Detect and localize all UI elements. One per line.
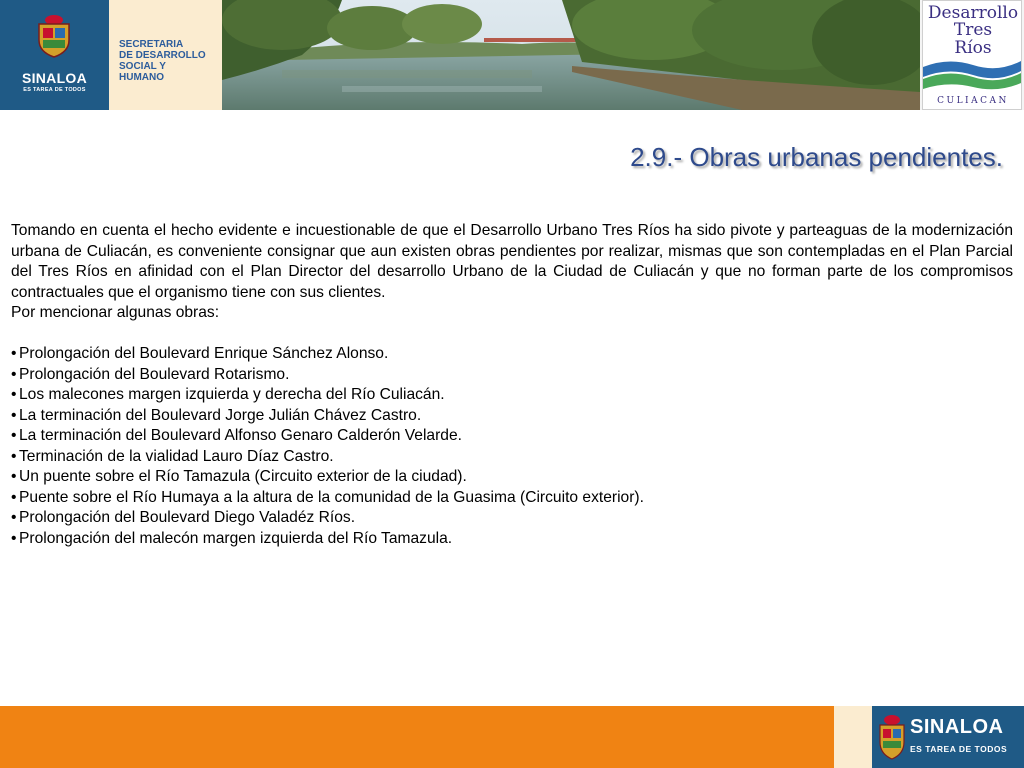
sinaloa-coat-of-arms-icon [36, 14, 72, 58]
bullet-icon: • [11, 406, 17, 424]
tres-rios-city: CULIACAN [937, 96, 1009, 106]
list-item [11, 426, 1013, 447]
bullet-icon: • [11, 345, 17, 362]
list-item [11, 488, 1013, 509]
list-item-text: La terminación del Boulevard Alfonso Genaro Calderón Velarde. [19, 427, 462, 444]
list-item [11, 385, 1013, 406]
tres-rios-wave-icon [923, 57, 1021, 93]
list-item-text: La terminación del Boulevard Jorge Julián Chávez Castro. [19, 406, 422, 424]
list-item-text: Terminación de la vialidad Lauro Díaz Castro. [19, 447, 334, 465]
list-item-text: Prolongación del Boulevard Rotarismo. [19, 365, 290, 383]
list-item [11, 344, 1013, 365]
bullet-icon: • [11, 386, 17, 403]
bullet-icon: • [11, 447, 17, 465]
footer-sinaloa-logo [872, 706, 1024, 768]
tres-rios-logo-box [922, 0, 1022, 110]
secretaria-line: SOCIAL Y [119, 61, 166, 72]
footer-tagline: ES TAREA DE TODOS [910, 744, 1008, 754]
list-item-text: Un puente sobre el Río Tamazula (Circuito exterior de la ciudad). [19, 468, 467, 485]
sinaloa-brand: SINALOA [21, 70, 88, 86]
sinaloa-logo [0, 0, 109, 110]
secretaria-label [109, 0, 222, 110]
river-landscape-photo [222, 0, 920, 110]
list-item-text: Los malecones margen izquierda y derecha del Río Culiacán. [19, 386, 445, 403]
list-intro: Por mencionar algunas obras: [11, 304, 220, 321]
sinaloa-tagline: ES TAREA DE TODOS [23, 87, 86, 93]
secretaria-line: HUMANO [119, 72, 164, 83]
bullet-icon: • [11, 427, 17, 444]
secretaria-line: SECRETARIA [119, 39, 184, 50]
bullet-icon: • [11, 509, 17, 526]
list-item [11, 529, 1013, 550]
list-item [11, 406, 1013, 427]
tres-rios-word: Desarrollo [927, 3, 1019, 23]
footer-bar [0, 706, 834, 768]
list-item [11, 508, 1013, 529]
secretaria-line: DE DESARROLLO [119, 50, 206, 61]
tres-rios-logo [920, 0, 1024, 110]
sinaloa-coat-of-arms-icon [878, 714, 906, 760]
pending-works-list [11, 344, 1013, 549]
slide-body [11, 221, 1013, 549]
list-item [11, 447, 1013, 468]
list-item [11, 467, 1013, 488]
footer-brand: SINALOA [910, 716, 1004, 738]
tres-rios-word: Tres [953, 20, 993, 40]
header-banner [0, 0, 1024, 110]
list-item [11, 365, 1013, 386]
bullet-icon: • [11, 529, 17, 547]
footer-gap [834, 706, 872, 768]
bullet-icon: • [11, 365, 17, 383]
list-item-text: Prolongación del Boulevard Enrique Sánchez Alonso. [19, 345, 389, 362]
bullet-icon: • [11, 488, 17, 506]
slide-title: 2.9.- Obras urbanas pendientes. [630, 142, 1003, 172]
list-item-text: Prolongación del Boulevard Diego Valadéz Ríos. [19, 509, 356, 526]
list-item-text: Puente sobre el Río Humaya a la altura de la comunidad de la Guasima (Circuito exterior). [19, 488, 644, 506]
intro-paragraph: Tomando en cuenta el hecho evidente e incuestionable de que el Desarrollo Urbano Tres Ríos ha sido pivote y parteaguas de la modernización urbana de Culiacán, es conveniente consignar que aun existen obras pendientes por realizar, mismas que son contempladas en el Plan Parcial del Tres Ríos en afinidad con el Plan Director del desarrollo Urbano de la Ciudad de Culiacán y que no forman parte de los compromisos contractuales que el organismo tiene con sus clientes. [11, 222, 1013, 301]
tres-rios-word: Ríos [954, 38, 992, 58]
list-item-text: Prolongación del malecón margen izquierda del Río Tamazula. [19, 529, 453, 547]
bullet-icon: • [11, 468, 17, 485]
